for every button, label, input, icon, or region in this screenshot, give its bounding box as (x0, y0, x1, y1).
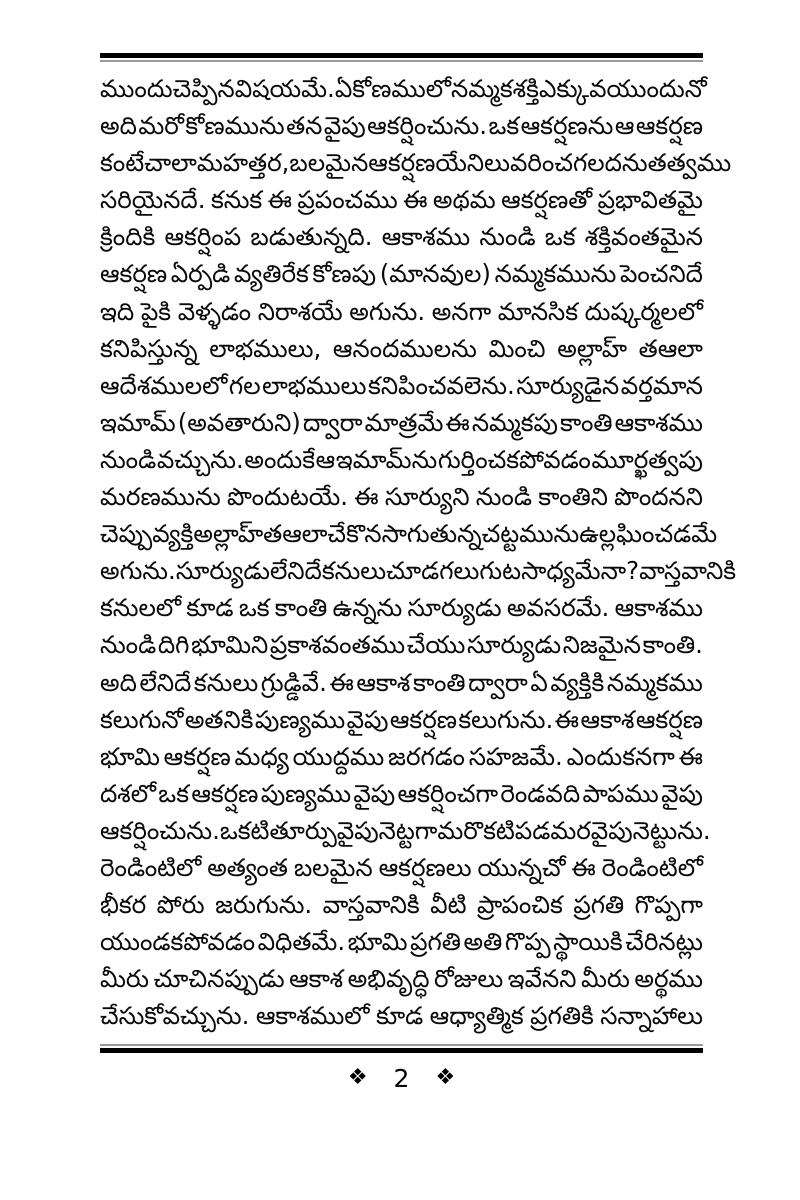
text-word: పుణ్యము (254, 704, 346, 734)
text-word: తఆలాచే (263, 519, 347, 549)
text-word: ఆ (315, 444, 336, 474)
text-word: ఉల్లఘించడమే (579, 519, 718, 549)
text-word: చాలా (144, 148, 197, 178)
text-word: లాభములు, (209, 333, 322, 363)
text-line (100, 812, 711, 849)
header-rule (100, 53, 703, 62)
text-word: ఒక (238, 593, 270, 623)
text-word: ప్రగతికి (530, 1001, 594, 1031)
text-line (100, 367, 703, 404)
text-line (100, 960, 703, 997)
text-word: ఆకర్షణ (635, 704, 703, 734)
text-word: తూర్పు (269, 815, 337, 845)
text-word: సూర్యుడైన (516, 370, 620, 400)
text-word: అతి (463, 927, 503, 957)
text-word: ఒక (488, 111, 520, 141)
text-word: ఆ (614, 111, 635, 141)
text-word: సహజమే. (468, 741, 563, 771)
footer-rule (100, 1044, 703, 1053)
text-word: ఆకాశ (580, 704, 635, 734)
text-word: వర్తమాన (620, 370, 703, 400)
text-word: యుద్దము (292, 741, 385, 771)
text-word: చెప్పిన (172, 74, 235, 103)
text-word: ఒక (158, 778, 189, 808)
text-word: నిలువరించగలదను (466, 148, 648, 178)
text-word: బలమైన (289, 148, 369, 178)
text-word: వీటి (430, 890, 467, 920)
page-number: 2 (393, 1063, 410, 1093)
text-word: నమ్మకమును (494, 259, 617, 289)
text-word: శక్తి (512, 74, 539, 103)
text-word: నిజమైన (562, 630, 641, 660)
text-word: యుందునో (606, 74, 707, 103)
text-word: కోణపు (312, 259, 377, 289)
text-word: ఒక (544, 222, 576, 252)
text-word: కనుక (210, 185, 263, 215)
text-word: కనులలో (100, 593, 182, 623)
text-word: పాపము (582, 778, 659, 808)
text-word: అతనికి (184, 704, 254, 734)
body-text-block (100, 70, 737, 1035)
text-word: గొప్ప (504, 927, 551, 957)
text-word: పొందనని (614, 482, 703, 512)
text-word: కాంతి (412, 667, 466, 697)
text-word: ఆకాశము (614, 407, 703, 437)
text-word: నమ్మకము (606, 667, 703, 697)
text-word: ఆనందములను (332, 333, 477, 363)
text-word: ఈ (678, 741, 703, 771)
text-word: వచ్చును. (156, 444, 244, 474)
text-word: గల (228, 370, 261, 400)
text-word: ఆకర్షించగా (397, 778, 499, 808)
text-word: (అవతారుని) (177, 407, 301, 437)
text-word: మరొకటి (437, 815, 515, 845)
text-word: మరణమును (100, 482, 221, 512)
text-word: అగును. (349, 296, 426, 326)
text-word: అల్లాహ్ (193, 519, 264, 549)
footer-rule-thick (100, 1048, 703, 1053)
text-word: అభివృద్ధి (347, 964, 430, 994)
text-word: నమ్మకపు (471, 407, 558, 437)
text-line (100, 478, 703, 515)
text-line (100, 441, 703, 478)
text-word: బడుతున్నది. (250, 222, 373, 252)
text-word: నెట్టును. (632, 815, 711, 845)
text-word: అథమ (432, 185, 496, 215)
text-word: ఆకర్షణను (520, 111, 614, 141)
text-word: విషయమే. (234, 74, 335, 103)
text-line (100, 218, 703, 255)
text-word: రెండవది (500, 778, 581, 808)
text-line (100, 849, 703, 886)
text-word: (మానవుల) (379, 259, 491, 289)
text-word: పడమర (514, 815, 591, 845)
text-word: మధ్య (234, 741, 289, 771)
text-word: కూడ (375, 1001, 424, 1031)
text-word: ఆకర్షించును. (367, 111, 488, 141)
text-line (100, 144, 732, 181)
text-word: వైపు (353, 778, 396, 808)
text-line (100, 626, 703, 663)
text-word: అర్థము (634, 964, 703, 994)
text-word: ఆకాశము (381, 222, 471, 252)
text-word: అందుకే (244, 444, 315, 474)
text-word: ఆకర్షణతో (501, 185, 593, 215)
text-word: చట్టమును (481, 519, 580, 549)
text-word: వెళ్ళడం (177, 296, 252, 326)
text-word: సూర్యుడు (407, 593, 502, 623)
text-word: భూమి (347, 927, 408, 957)
text-word: ప్రకాశవంతము (269, 630, 406, 660)
text-word: ఇమామ్‌ను (335, 444, 438, 474)
diamond-ornament-right: ❖ (435, 1065, 456, 1090)
text-word: వైపు (336, 815, 379, 845)
text-line (100, 293, 703, 330)
text-word: మించి (488, 333, 546, 363)
text-word: వ్యక్తి (152, 519, 194, 549)
text-word: ఆదేశములలో (100, 370, 228, 400)
text-word: ఈ (403, 185, 428, 215)
text-word: నిరాశయే (257, 296, 343, 326)
text-word: రోజులు (434, 964, 504, 994)
text-word: జరుగును. (215, 890, 313, 920)
text-word: కాంతి. (642, 630, 703, 660)
text-word: నుండి (475, 482, 532, 512)
text-word: సూర్యుడు (175, 556, 270, 586)
text-word: కోణమును (185, 111, 285, 141)
text-line (100, 181, 703, 218)
text-word: నుండి (100, 444, 157, 474)
text-word: ఈ (554, 704, 580, 734)
text-word: సన్నాహాలు (600, 1001, 703, 1031)
text-word: పెంచనిదే (619, 259, 703, 289)
text-word: అనగా (431, 296, 492, 326)
text-word: ముందు (100, 74, 173, 103)
text-word: ఆకాశములో (255, 1001, 370, 1031)
text-word: అత్యంత (207, 852, 288, 882)
text-line (100, 589, 703, 626)
text-word: కనులు (321, 556, 387, 586)
text-word: జరగడం (388, 741, 465, 771)
text-word: దశలో (100, 778, 156, 808)
text-word: చేయు (406, 630, 466, 660)
text-line (100, 330, 703, 367)
text-word: ఉన్నను (332, 593, 403, 623)
text-word: తఆలా (638, 333, 703, 363)
text-word: ఆకర్షింప (164, 222, 242, 252)
text-word: ఆకర్షణ (191, 778, 259, 808)
text-word: వైపు (323, 111, 366, 141)
text-word: గుర్తించకపోవడం (437, 444, 591, 474)
text-word: ఈ (329, 667, 354, 697)
text-word: ఆకర్షణ (635, 111, 703, 141)
text-word: మాత్రమే (364, 407, 444, 437)
text-line (100, 404, 703, 441)
text-word: అల్లాహ్ (557, 333, 628, 363)
text-word: ఆధ్యాత్మిక (429, 1001, 524, 1031)
text-word: రెండింటిలో (100, 852, 202, 882)
text-word: నమ్మక (451, 74, 513, 103)
text-word: లేనిదే (269, 556, 322, 586)
footer-rule-thin (100, 1044, 703, 1046)
text-word: యున్నచో (477, 852, 566, 882)
text-word: ఆకర్షణ (389, 704, 457, 734)
text-word: గ్రుడ్డివే. (260, 667, 327, 697)
text-word: గొప్పగా (634, 890, 703, 920)
text-word: చెప్పు (100, 519, 153, 549)
text-word: మీరు (100, 964, 149, 994)
text-word: ఏర్పడి (170, 259, 231, 289)
text-word: పుణ్యము (260, 778, 352, 808)
header-rule-thick (100, 53, 703, 58)
text-word: చేసుకోవచ్చును. (100, 1001, 250, 1031)
text-word: కలుగును. (458, 704, 554, 734)
page-footer (100, 1058, 703, 1098)
text-word: వైపు (590, 815, 633, 845)
text-word: ఆకర్షణలు (378, 852, 472, 882)
text-line (100, 886, 703, 923)
text-word: రెండింటిలో (601, 852, 703, 882)
text-word: లేనిదే (139, 667, 192, 697)
text-word: ఇవేనని (507, 964, 577, 994)
text-word: ఆకాశము (614, 593, 703, 623)
text-word: అగును. (100, 556, 176, 586)
text-word: నెట్టగా (378, 815, 438, 845)
text-word: కలుగునో (100, 704, 184, 734)
text-word: పొందుటయే. (226, 482, 349, 512)
diamond-ornament-left: ❖ (347, 1065, 368, 1090)
text-word: వాస్తవానికి (322, 890, 420, 920)
text-word: విధితమే. (257, 927, 346, 957)
text-word: కూడ (186, 593, 234, 623)
text-word: సాధ్యమేనా (521, 556, 627, 586)
text-word: వైపు (346, 704, 389, 734)
text-word: అవసరమే. (506, 593, 610, 623)
text-word: పైకి (140, 296, 172, 326)
text-word: వ్యక్తికి (550, 667, 605, 697)
text-word: భూమిని (191, 630, 269, 660)
text-line (100, 923, 703, 960)
text-word: ద్వారా (468, 667, 528, 697)
text-word: ఇది (100, 296, 135, 326)
text-word: కాంతి (559, 407, 613, 437)
text-word: స్థాయికి (553, 927, 623, 957)
text-word: అది (100, 667, 137, 697)
text-word: కోణములో (352, 74, 451, 103)
text-word: ఎక్కువ (538, 74, 607, 103)
text-word: ఈ (267, 185, 292, 215)
text-line (100, 701, 703, 738)
text-word: చేరినట్లు (625, 927, 703, 957)
text-word: లాభములు (262, 370, 367, 400)
text-word: వాస్తవానికి (639, 556, 737, 586)
text-word: కొనసాగుతున్న (346, 519, 482, 549)
text-word: ఆకాశ (356, 667, 411, 697)
text-word: చూచినప్పుడు (153, 964, 285, 994)
text-word: ఆకర్షణ (100, 259, 168, 289)
text-word: ఈ (445, 407, 470, 437)
text-word: మూర్ఖత్వపు (591, 444, 703, 474)
text-word: దిగి (157, 630, 190, 660)
text-word: ఎందుకనగా (566, 741, 675, 771)
text-line (100, 775, 703, 812)
text-word: భూమి (100, 741, 160, 771)
text-word: ఈ (354, 482, 379, 512)
text-word: చూడగలుగుట (386, 556, 522, 586)
text-word: కనిపించవలెను. (368, 370, 515, 400)
text-line (100, 552, 737, 589)
text-line (100, 70, 707, 107)
text-word: ప్రగతి (573, 890, 625, 920)
text-word: ఏ (530, 667, 548, 697)
text-word: ఇమామ్ (100, 407, 176, 437)
text-word: నుండి (100, 630, 157, 660)
text-word: ఏ (334, 74, 353, 103)
text-word: ఆకర్షించును. (100, 815, 220, 845)
text-word: భీకర (100, 890, 147, 920)
text-word: తన (286, 111, 323, 141)
text-word: మీరు (580, 964, 630, 994)
text-line (100, 255, 703, 292)
text-line (100, 664, 703, 701)
text-word: కంటే (100, 148, 145, 178)
text-word: కాంతిని (538, 482, 608, 512)
text-word: ఒకటి (219, 815, 270, 845)
text-word: వైపు (661, 778, 703, 808)
text-word: పోరు (156, 890, 205, 920)
text-word: ప్రగతి (410, 927, 461, 957)
text-line (100, 515, 718, 552)
text-word: ఆకర్షణ (163, 741, 231, 771)
text-word: దుష్కర్మలలో (584, 296, 703, 326)
text-word: క్రిందికి (100, 222, 156, 252)
text-line (100, 738, 703, 775)
text-word: ప్రాపంచిక (476, 890, 563, 920)
text-word: సూర్యుని (384, 482, 470, 512)
text-word: మానసిక (497, 296, 579, 326)
text-word: యుండకపోవడం (100, 927, 256, 957)
header-rule-thin (100, 60, 703, 62)
text-word: ప్రభావితమై (597, 185, 703, 215)
text-word: ద్వారా (302, 407, 363, 437)
text-word: శక్తివంతమైన (584, 222, 703, 252)
text-line (100, 997, 703, 1034)
text-word: మరో (138, 111, 184, 141)
text-word: అది (100, 111, 137, 141)
text-line (100, 107, 703, 144)
text-word: నుండి (479, 222, 536, 252)
text-word: కనిపిస్తున్న (100, 333, 198, 363)
text-word: మహత్తర, (196, 148, 290, 178)
text-word: వ్యతిరేక (233, 259, 309, 289)
text-word: ఈ (571, 852, 596, 882)
text-word: కాంతి (274, 593, 328, 623)
text-word: ఆకాశ (289, 964, 344, 994)
text-word: సూర్యుడు (466, 630, 562, 660)
text-word: బలమైన (293, 852, 373, 882)
text-word: కనులు (193, 667, 259, 697)
text-word: ? (626, 556, 640, 586)
text-word: ప్రపంచము (297, 185, 398, 215)
text-word: ఆకర్షణయే (368, 148, 467, 178)
text-word: తత్వము (647, 148, 732, 178)
text-word: సరియైనదే. (100, 185, 206, 215)
